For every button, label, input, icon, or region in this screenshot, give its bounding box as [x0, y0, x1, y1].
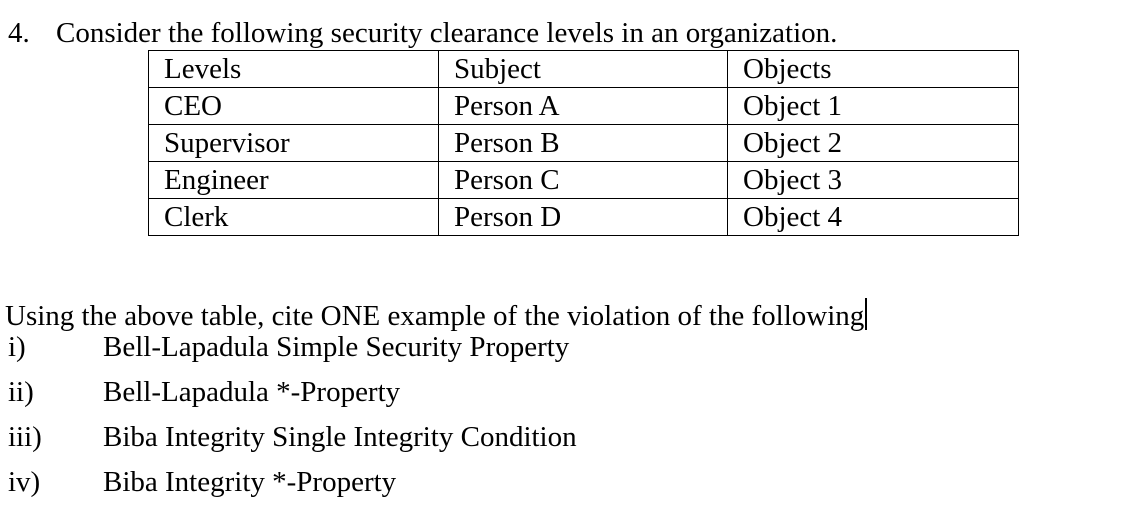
table-row: [149, 88, 1019, 125]
list-item: [8, 333, 569, 362]
subject-cell: Person B: [439, 125, 728, 162]
question-heading: [8, 19, 837, 48]
table-row: [149, 162, 1019, 199]
subject-cell: Person A: [439, 88, 728, 125]
header-objects: Objects: [728, 51, 1019, 88]
instruction-line: Using the above table, cite ONE example of the violation of the following: [5, 300, 865, 332]
item-numeral: i): [8, 331, 26, 363]
table-row: [149, 199, 1019, 236]
list-item: [8, 468, 396, 497]
object-cell: Object 4: [728, 199, 1019, 236]
item-text: Bell-Lapadula Simple Security Property: [103, 331, 570, 363]
item-numeral: iii): [8, 421, 42, 453]
text-cursor: [865, 298, 867, 330]
question-text: Consider the following security clearance levels in an organization.: [56, 17, 838, 49]
item-text: Biba Integrity *-Property: [103, 466, 397, 498]
list-item: [8, 423, 577, 452]
header-levels: Levels: [149, 51, 439, 88]
level-cell: Engineer: [149, 162, 439, 199]
object-cell: Object 3: [728, 162, 1019, 199]
item-text: Biba Integrity Single Integrity Condition: [103, 421, 577, 453]
table-header-row: [149, 51, 1019, 88]
item-numeral: ii): [8, 376, 34, 408]
question-number: 4.: [8, 17, 30, 49]
subject-cell: Person C: [439, 162, 728, 199]
level-cell: Clerk: [149, 199, 439, 236]
object-cell: Object 1: [728, 88, 1019, 125]
subject-cell: Person D: [439, 199, 728, 236]
list-item: [8, 378, 400, 407]
level-cell: Supervisor: [149, 125, 439, 162]
clearance-levels-table: [148, 50, 1019, 236]
header-subject: Subject: [439, 51, 728, 88]
item-text: Bell-Lapadula *-Property: [103, 376, 401, 408]
instruction-text[interactable]: [5, 298, 867, 331]
table-row: [149, 125, 1019, 162]
level-cell: CEO: [149, 88, 439, 125]
object-cell: Object 2: [728, 125, 1019, 162]
item-numeral: iv): [8, 466, 41, 498]
